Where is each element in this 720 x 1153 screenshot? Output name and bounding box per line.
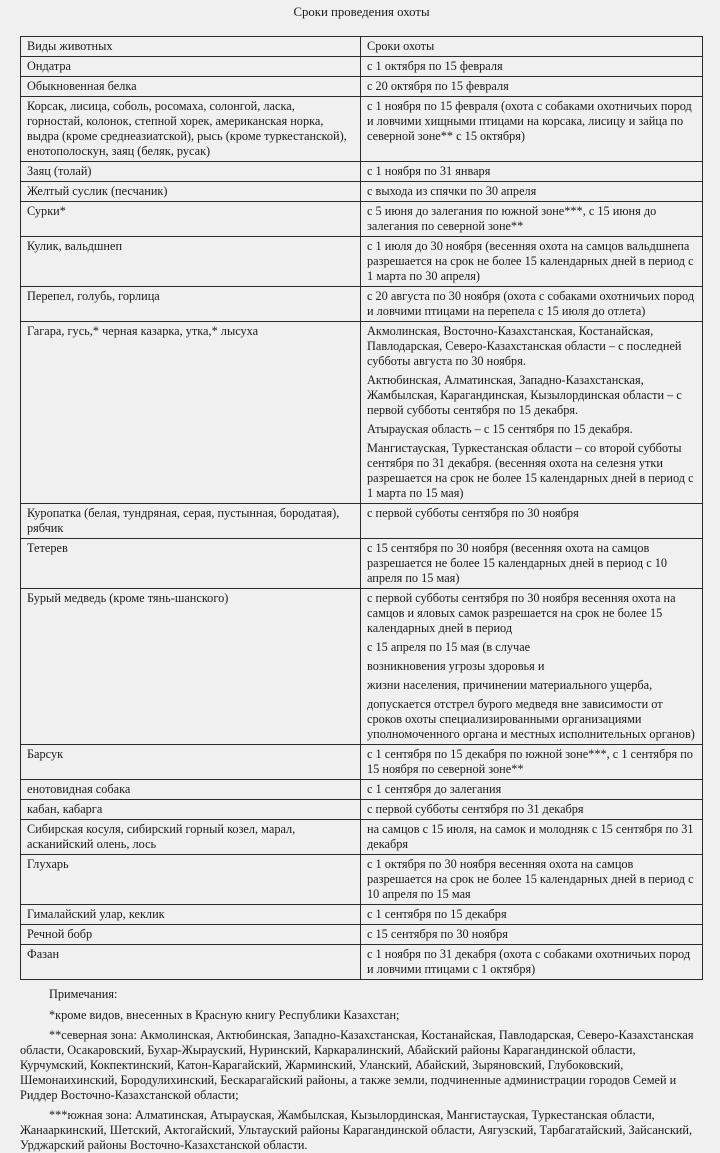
period-text: с 1 октября по 15 февраля xyxy=(367,59,503,73)
table-row xyxy=(21,855,703,905)
period-text: с 1 ноября по 31 декабря (охота с собаками охотничьих пород и ловчими птицами с 1 октября) xyxy=(367,947,691,976)
period-text: Акмолинская, Восточно-Казахстанская, Костанайская, Павлодарская, Северо-Казахстанская области – с последней субботы августа по 30 ноября. xyxy=(367,324,682,368)
period-text: с 1 сентября по 15 декабря xyxy=(367,907,507,921)
table-row xyxy=(21,589,703,745)
period-text: на самцов с 15 июля, на самок и молодняк с 15 сентября по 31 декабря xyxy=(367,822,694,851)
table-row xyxy=(21,287,703,322)
animal-cell: Речной бобр xyxy=(21,925,361,945)
table-row xyxy=(21,202,703,237)
period-cell xyxy=(361,820,703,855)
animal-cell: Кулик, вальдшнеп xyxy=(21,237,361,287)
period-cell xyxy=(361,745,703,780)
table-row xyxy=(21,97,703,162)
period-cell xyxy=(361,800,703,820)
period-text: с 1 сентября до залегания xyxy=(367,782,502,796)
table-row xyxy=(21,57,703,77)
period-text: с первой субботы сентября по 30 ноября xyxy=(367,506,579,520)
table-row xyxy=(21,182,703,202)
period-text: с 20 августа по 30 ноября (охота с собаками охотничьих пород и ловчими птицами на перепела с 15 июля до отлета) xyxy=(367,289,695,318)
period-cell xyxy=(361,287,703,322)
period-text: с 1 июля до 30 ноября (весенняя охота на самцов вальдшнепа разрешается на срок не более 15 календарных дней в период с 1 марта по 30 апреля) xyxy=(367,239,694,283)
table-row xyxy=(21,504,703,539)
period-cell xyxy=(361,504,703,539)
table-row xyxy=(21,162,703,182)
period-text: жизни населения, причинении материального ущерба, xyxy=(367,678,653,692)
note-item: ***южная зона: Алматинская, Атырауская, Жамбылская, Кызылординская, Мангистауская, Туркестанская области, Жанааркинский, Шетский, Актогайский, Ультауский районы Карагандинской области, Аягузский, Тарбагатайский, Зайсанский, Урджарский районы Восточно-Казахстанской области. xyxy=(20,1108,693,1152)
animal-cell: Заяц (толай) xyxy=(21,162,361,182)
period-text: допускается отстрел бурого медведя вне зависимости от сроков охоты специализированными организациями уполномоченного органа и местных исполнительных органов) xyxy=(367,697,695,741)
period-cell xyxy=(361,237,703,287)
period-text: с 5 июня до залегания по южной зоне***, с 15 июня до залегания по северной зоне** xyxy=(367,204,657,233)
table-row xyxy=(21,780,703,800)
animal-cell: Гагара, гусь,* черная казарка, утка,* лысуха xyxy=(21,322,361,504)
animal-cell: Сурки* xyxy=(21,202,361,237)
animal-cell: Тетерев xyxy=(21,539,361,589)
animal-cell: Барсук xyxy=(21,745,361,780)
note-item: **северная зона: Акмолинская, Актюбинская, Западно-Казахстанская, Костанайская, Павлодарская, Северо-Казахстанская области, Осакаровский, Бухар-Жырауский, Нуринский, Каркаралинский, Абайский районы Карагандинской области, Курчумский, Кокпектинский, Катон-Карагайский, Жарминский, Уланский, Абайский, Зыряновский, Глубоковский, Шемонаихинский, Бородулихинский, Бескарагайский районы, а также земли, подчиненные администрации городов Семей и Риддер Восточно-Казахстанской области; xyxy=(20,1028,694,1102)
table-row xyxy=(21,539,703,589)
period-cell xyxy=(361,925,703,945)
document-title: Сроки проведения охоты xyxy=(293,5,430,19)
table-row xyxy=(21,925,703,945)
animal-cell: кабан, кабарга xyxy=(21,800,361,820)
table-header-row xyxy=(21,37,703,57)
period-cell xyxy=(361,97,703,162)
period-cell xyxy=(361,945,703,980)
table-row xyxy=(21,820,703,855)
period-cell xyxy=(361,322,703,504)
period-cell xyxy=(361,539,703,589)
period-text: с 15 сентября по 30 ноября (весенняя охота на самцов разрешается не более 15 календарных дней в период с 10 апреля по 15 мая) xyxy=(367,541,668,585)
period-cell xyxy=(361,202,703,237)
period-text: с 15 сентября по 30 ноября xyxy=(367,927,508,941)
animal-cell: Желтый суслик (песчаник) xyxy=(21,182,361,202)
period-cell xyxy=(361,780,703,800)
period-text: с 1 сентября по 15 декабря по южной зоне***, с 1 сентября по 15 ноября по северной зоне** xyxy=(367,747,693,776)
notes-heading: Примечания: xyxy=(49,987,118,1001)
animal-cell: Глухарь xyxy=(21,855,361,905)
table-row xyxy=(21,77,703,97)
animal-cell: Бурый медведь (кроме тянь-шанского) xyxy=(21,589,361,745)
animal-cell: Куропатка (белая, тундряная, серая, пустынная, бородатая), рябчик xyxy=(21,504,361,539)
animal-cell: Ондатра xyxy=(21,57,361,77)
note-item: *кроме видов, внесенных в Красную книгу Республики Казахстан; xyxy=(49,1008,400,1022)
period-text: с выхода из спячки по 30 апреля xyxy=(367,184,537,198)
period-cell xyxy=(361,182,703,202)
period-cell xyxy=(361,162,703,182)
table-body xyxy=(21,57,703,980)
hunting-periods-table xyxy=(20,36,703,980)
period-text: с 1 ноября по 31 января xyxy=(367,164,491,178)
header-periods: Сроки охоты xyxy=(361,37,703,57)
period-text: с первой субботы сентября по 31 декабря xyxy=(367,802,584,816)
period-text: с 1 ноября по 15 февраля (охота с собаками охотничьих пород и ловчими хищными птицами на корсака, лисицу и зайца по северной зоне** с 15 октября) xyxy=(367,99,692,143)
period-text: с 20 октября по 15 февраля xyxy=(367,79,509,93)
header-animals: Виды животных xyxy=(21,37,361,57)
period-cell xyxy=(361,77,703,97)
animal-cell: Обыкновенная белка xyxy=(21,77,361,97)
table-row xyxy=(21,905,703,925)
animal-cell: Сибирская косуля, сибирский горный козел, марал, асканийский олень, лось xyxy=(21,820,361,855)
period-text: с 1 октября по 30 ноября весенняя охота на самцов разрешается на срок не более 15 календарных дней в период с 10 апреля по 15 мая xyxy=(367,857,694,901)
animal-cell: Фазан xyxy=(21,945,361,980)
period-text: Мангистауская, Туркестанская области – со второй субботы сентября по 31 декабря. (весенняя охота на селезня утки разрешается на срок не более 15 календарных дней в период с 1 марта по 15 мая) xyxy=(367,441,694,500)
period-text: Актюбинская, Алматинская, Западно-Казахстанская, Жамбылская, Карагандинская, Кызылординская области – с первой субботы сентября по 15 декабря. xyxy=(367,373,682,417)
period-text: с 15 апреля по 15 мая (в случае xyxy=(367,640,531,654)
period-cell xyxy=(361,57,703,77)
period-text: с первой субботы сентября по 30 ноября весенняя охота на самцов и яловых самок разрешается на срок не более 15 календарных дней в период xyxy=(367,591,676,635)
period-text: Атырауская область – с 15 сентября по 15 декабря. xyxy=(367,422,633,436)
animal-cell: Перепел, голубь, горлица xyxy=(21,287,361,322)
animal-cell: Корсак, лисица, соболь, росомаха, солонгой, ласка, горностай, колонок, степной хорек, американская норка, выдра (кроме среднеазиатской), рысь (кроме туркестанской), енотополоскун, заяц (беляк, русак) xyxy=(21,97,361,162)
animal-cell: енотовидная собака xyxy=(21,780,361,800)
table-row xyxy=(21,322,703,504)
notes-section xyxy=(20,987,703,1153)
period-text: возникновения угрозы здоровья и xyxy=(367,659,545,673)
table-row xyxy=(21,945,703,980)
period-cell xyxy=(361,905,703,925)
period-cell xyxy=(361,855,703,905)
animal-cell: Гималайский улар, кеклик xyxy=(21,905,361,925)
table-row xyxy=(21,745,703,780)
period-cell xyxy=(361,589,703,745)
table-row xyxy=(21,237,703,287)
table-row xyxy=(21,800,703,820)
